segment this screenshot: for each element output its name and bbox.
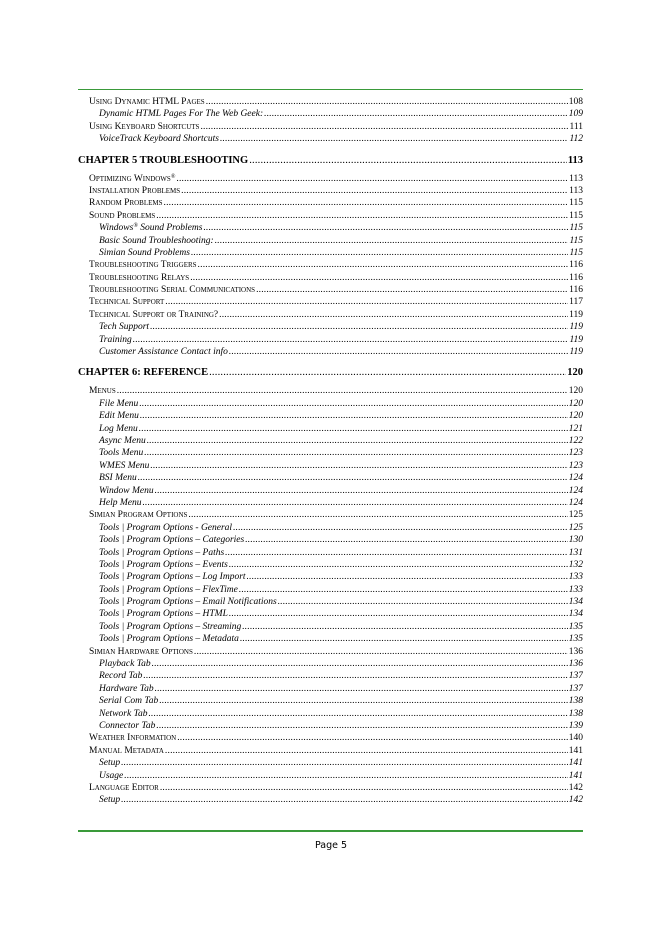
toc-page-number: 131 bbox=[568, 547, 583, 558]
toc-subsection-entry[interactable] bbox=[78, 485, 583, 497]
dot-leader bbox=[239, 584, 568, 596]
toc-page-number: 116 bbox=[569, 272, 583, 283]
toc-entry-title: Network Tab bbox=[99, 708, 148, 719]
toc-subsection-entry[interactable] bbox=[78, 534, 583, 546]
toc-entry-title: Tech Support bbox=[99, 322, 150, 333]
toc-entry-title: Usage bbox=[99, 770, 124, 781]
toc-entry-title: Tools | Program Options - General bbox=[99, 522, 233, 533]
toc-entry-title: File Menu bbox=[99, 398, 139, 409]
toc-page-number: 108 bbox=[568, 97, 583, 107]
toc-page-number: 113 bbox=[569, 185, 583, 196]
toc-subsection-entry[interactable] bbox=[78, 658, 583, 670]
toc-page-number: 115 bbox=[569, 235, 583, 246]
dot-leader bbox=[160, 782, 568, 794]
dot-leader bbox=[155, 683, 568, 695]
toc-subsection-entry[interactable] bbox=[78, 608, 583, 620]
toc-entry-title: Tools | Program Options – Email Notifications bbox=[99, 597, 277, 608]
toc-subsection-entry[interactable] bbox=[78, 720, 583, 732]
toc-entry-title: CHAPTER 6: REFERENCE bbox=[78, 367, 209, 379]
toc-page-number: 120 bbox=[568, 398, 583, 409]
toc-section-entry[interactable] bbox=[78, 646, 583, 658]
dot-leader bbox=[121, 757, 568, 769]
toc-chapter-entry[interactable] bbox=[78, 154, 583, 168]
toc-entry-title: Connector Tab bbox=[99, 720, 156, 731]
toc-page-number: 132 bbox=[568, 559, 583, 570]
toc-page-number: 120 bbox=[567, 367, 583, 379]
toc-section-entry[interactable] bbox=[78, 284, 583, 296]
toc-page-number: 113 bbox=[567, 154, 583, 166]
toc-entry-title: Async Menu bbox=[99, 435, 146, 446]
toc-subsection-entry[interactable] bbox=[78, 571, 583, 583]
toc-page-number: 130 bbox=[568, 535, 583, 546]
toc-entry-title: Installation Problems bbox=[89, 185, 181, 196]
toc-subsection-entry[interactable] bbox=[78, 235, 583, 247]
toc-entry-title: Manual Metadata bbox=[89, 745, 164, 756]
toc-section-entry[interactable] bbox=[78, 185, 583, 197]
toc-section-entry[interactable] bbox=[78, 782, 583, 794]
dot-leader bbox=[140, 410, 568, 422]
toc-page-number: 133 bbox=[568, 572, 583, 583]
toc-subsection-entry[interactable] bbox=[78, 435, 583, 447]
dot-leader bbox=[165, 745, 568, 757]
dot-leader bbox=[191, 247, 569, 259]
toc-subsection-entry[interactable] bbox=[78, 247, 583, 259]
toc-page-number: 109 bbox=[568, 109, 583, 120]
toc-page-number: 115 bbox=[569, 223, 583, 234]
dot-leader bbox=[229, 608, 568, 620]
toc-subsection-entry[interactable] bbox=[78, 559, 583, 571]
toc-subsection-entry[interactable] bbox=[78, 321, 583, 333]
toc-entry-title: Training bbox=[99, 334, 132, 345]
toc-subsection-entry[interactable] bbox=[78, 108, 583, 120]
toc-page-number: 134 bbox=[568, 609, 583, 620]
toc-page-number: 116 bbox=[569, 285, 583, 296]
toc-entry-title: Record Tab bbox=[99, 671, 143, 682]
dot-leader bbox=[229, 346, 569, 358]
dot-leader bbox=[220, 133, 568, 145]
dot-leader bbox=[198, 259, 569, 271]
toc-subsection-entry[interactable] bbox=[78, 133, 583, 145]
toc-entry-title: Help Menu bbox=[99, 497, 142, 508]
toc-page-number: 119 bbox=[569, 334, 583, 345]
toc-entry-title: VoiceTrack Keyboard Shortcuts bbox=[99, 134, 219, 145]
dot-leader bbox=[150, 321, 568, 333]
dot-leader bbox=[148, 708, 567, 720]
dot-leader bbox=[209, 366, 566, 380]
toc-page-number: 112 bbox=[569, 134, 583, 145]
table-of-contents bbox=[78, 96, 583, 807]
dot-leader bbox=[164, 197, 569, 209]
toc-entry-title: Simian Sound Problems bbox=[99, 247, 190, 258]
dot-leader bbox=[264, 108, 568, 120]
dot-leader bbox=[139, 398, 567, 410]
dot-leader bbox=[147, 435, 568, 447]
dot-leader bbox=[176, 173, 568, 185]
toc-entry-title: Window Menu bbox=[99, 485, 154, 496]
toc-page-number: 113 bbox=[569, 173, 583, 184]
toc-entry-title: Tools | Program Options – Paths bbox=[99, 547, 225, 558]
toc-entry-title: Troubleshooting Relays bbox=[89, 272, 190, 283]
toc-subsection-entry[interactable] bbox=[78, 633, 583, 645]
toc-page-number: 115 bbox=[569, 210, 583, 221]
dot-leader bbox=[229, 559, 568, 571]
toc-page-number: 142 bbox=[568, 795, 583, 806]
toc-subsection-entry[interactable] bbox=[78, 794, 583, 806]
toc-page-number: 136 bbox=[568, 646, 583, 657]
dot-leader bbox=[190, 272, 568, 284]
dot-leader bbox=[165, 296, 568, 308]
dot-leader bbox=[124, 770, 567, 782]
toc-subsection-entry[interactable] bbox=[78, 708, 583, 720]
toc-entry-title: Menus bbox=[89, 386, 116, 397]
toc-subsection-entry[interactable] bbox=[78, 497, 583, 509]
toc-page-number: 133 bbox=[568, 584, 583, 595]
toc-subsection-entry[interactable] bbox=[78, 547, 583, 559]
toc-entry-title: Setup bbox=[99, 758, 121, 769]
toc-subsection-entry[interactable] bbox=[78, 472, 583, 484]
dot-leader bbox=[156, 210, 568, 222]
toc-page-number: 138 bbox=[568, 696, 583, 707]
toc-page-number: 124 bbox=[568, 497, 583, 508]
toc-entry-title: Troubleshooting Serial Communications bbox=[89, 285, 256, 296]
toc-page-number: 111 bbox=[569, 121, 583, 132]
toc-section-entry[interactable] bbox=[78, 385, 583, 397]
toc-page-number: 115 bbox=[569, 247, 583, 258]
dot-leader bbox=[159, 695, 567, 707]
toc-page-number: 122 bbox=[568, 435, 583, 446]
toc-entry-title: Tools | Program Options – HTML bbox=[99, 609, 228, 620]
page-number: Page 5 bbox=[314, 840, 348, 851]
dot-leader bbox=[278, 596, 568, 608]
toc-section-entry[interactable] bbox=[78, 732, 583, 744]
toc-entry-title: Random Problems bbox=[89, 198, 163, 209]
toc-entry-title: Troubleshooting Triggers bbox=[89, 260, 197, 271]
toc-subsection-entry[interactable] bbox=[78, 757, 583, 769]
toc-subsection-entry[interactable] bbox=[78, 621, 583, 633]
dot-leader bbox=[117, 385, 568, 397]
toc-entry-title: Simian Hardware Options bbox=[89, 646, 193, 657]
dot-leader bbox=[152, 658, 568, 670]
toc-entry-title: Customer Assistance Contact info bbox=[99, 347, 228, 358]
dot-leader bbox=[138, 472, 568, 484]
toc-entry-title: Simian Program Options bbox=[89, 510, 188, 521]
toc-subsection-entry[interactable] bbox=[78, 596, 583, 608]
dot-leader bbox=[194, 646, 568, 658]
toc-subsection-entry[interactable] bbox=[78, 670, 583, 682]
toc-entry-title: Dynamic HTML Pages For The Web Geek: bbox=[99, 109, 264, 120]
toc-entry-title: Setup bbox=[99, 795, 121, 806]
toc-entry-title: Technical Support or Training? bbox=[89, 309, 219, 320]
toc-entry-title: Language Editor bbox=[89, 782, 159, 793]
dot-leader bbox=[256, 284, 568, 296]
toc-subsection-entry[interactable] bbox=[78, 460, 583, 472]
dot-leader bbox=[242, 621, 568, 633]
toc-page-number: 124 bbox=[568, 473, 583, 484]
toc-subsection-entry[interactable] bbox=[78, 522, 583, 534]
toc-page-number: 136 bbox=[568, 659, 583, 670]
toc-page-number: 141 bbox=[568, 758, 583, 769]
dot-leader bbox=[156, 720, 567, 732]
toc-page-number: 119 bbox=[569, 322, 583, 333]
toc-subsection-entry[interactable] bbox=[78, 770, 583, 782]
toc-page-number: 116 bbox=[569, 260, 583, 271]
toc-entry-title: Tools | Program Options – Events bbox=[99, 559, 228, 570]
dot-leader bbox=[188, 509, 567, 521]
toc-page-number: 141 bbox=[568, 745, 583, 756]
toc-entry-title: Edit Menu bbox=[99, 411, 139, 422]
toc-subsection-entry[interactable] bbox=[78, 447, 583, 459]
dot-leader bbox=[245, 534, 568, 546]
toc-section-entry[interactable] bbox=[78, 96, 583, 108]
dot-leader bbox=[143, 670, 567, 682]
toc-section-entry[interactable] bbox=[78, 173, 583, 185]
toc-section-entry[interactable] bbox=[78, 197, 583, 209]
toc-entry-title: Tools | Program Options – Categories bbox=[99, 535, 245, 546]
toc-page-number: 138 bbox=[568, 708, 583, 719]
dot-leader bbox=[206, 96, 568, 108]
toc-page-number: 115 bbox=[569, 198, 583, 209]
toc-section-entry[interactable] bbox=[78, 296, 583, 308]
toc-page-number: 120 bbox=[568, 411, 583, 422]
footer-rule bbox=[78, 830, 583, 832]
toc-entry-title: Tools | Program Options – FlexTime bbox=[99, 584, 238, 595]
dot-leader bbox=[249, 154, 567, 168]
toc-subsection-entry[interactable] bbox=[78, 410, 583, 422]
dot-leader bbox=[203, 222, 568, 234]
toc-subsection-entry[interactable] bbox=[78, 398, 583, 410]
toc-section-entry[interactable] bbox=[78, 259, 583, 271]
toc-entry-title: BSI Menu bbox=[99, 473, 137, 484]
toc-entry-title: Tools Menu bbox=[99, 448, 144, 459]
toc-page-number: 121 bbox=[568, 423, 583, 434]
toc-entry-title: Tools | Program Options – Streaming bbox=[99, 621, 242, 632]
dot-leader bbox=[215, 235, 569, 247]
dot-leader bbox=[200, 121, 568, 133]
toc-subsection-entry[interactable] bbox=[78, 334, 583, 346]
dot-leader bbox=[133, 334, 569, 346]
toc-page-number: 119 bbox=[569, 347, 583, 358]
dot-leader bbox=[121, 794, 568, 806]
toc-entry-title: Using Dynamic HTML Pages bbox=[89, 97, 205, 107]
dot-leader bbox=[177, 732, 568, 744]
toc-page-number: 139 bbox=[568, 720, 583, 731]
toc-entry-title: Weather Information bbox=[89, 733, 177, 744]
toc-entry-title: Tools | Program Options – Metadata bbox=[99, 634, 239, 645]
toc-page-number: 117 bbox=[569, 297, 583, 308]
toc-entry-title: Playback Tab bbox=[99, 659, 151, 670]
toc-entry-title: Windows® Sound Problems bbox=[99, 223, 203, 234]
toc-subsection-entry[interactable] bbox=[78, 346, 583, 358]
toc-page-number: 141 bbox=[568, 770, 583, 781]
toc-subsection-entry[interactable] bbox=[78, 222, 583, 234]
toc-page-number: 134 bbox=[568, 597, 583, 608]
toc-page-number: 123 bbox=[568, 460, 583, 471]
toc-section-entry[interactable] bbox=[78, 272, 583, 284]
toc-entry-title: Serial Com Tab bbox=[99, 696, 159, 707]
toc-subsection-entry[interactable] bbox=[78, 695, 583, 707]
dot-leader bbox=[219, 309, 568, 321]
dot-leader bbox=[240, 633, 568, 645]
dot-leader bbox=[225, 547, 568, 559]
dot-leader bbox=[144, 447, 567, 459]
toc-page-number: 137 bbox=[568, 671, 583, 682]
toc-entry-title: CHAPTER 5 TROUBLESHOOTING bbox=[78, 154, 249, 166]
toc-entry-title: Hardware Tab bbox=[99, 683, 154, 694]
toc-page-number: 120 bbox=[568, 386, 583, 397]
toc-page-number: 125 bbox=[568, 522, 583, 533]
toc-page-number: 119 bbox=[569, 309, 583, 320]
toc-section-entry[interactable] bbox=[78, 309, 583, 321]
toc-page-number: 140 bbox=[568, 733, 583, 744]
toc-section-entry[interactable] bbox=[78, 745, 583, 757]
toc-subsection-entry[interactable] bbox=[78, 423, 583, 435]
toc-entry-title: Optimizing Windows® bbox=[89, 173, 176, 184]
dot-leader bbox=[150, 460, 567, 472]
dot-leader bbox=[139, 423, 568, 435]
toc-page-number: 125 bbox=[568, 510, 583, 521]
dot-leader bbox=[142, 497, 567, 509]
toc-subsection-entry[interactable] bbox=[78, 584, 583, 596]
dot-leader bbox=[181, 185, 568, 197]
dot-leader bbox=[155, 485, 568, 497]
toc-subsection-entry[interactable] bbox=[78, 683, 583, 695]
toc-page-number: 137 bbox=[568, 683, 583, 694]
toc-entry-title: Technical Support bbox=[89, 297, 165, 308]
toc-section-entry[interactable] bbox=[78, 210, 583, 222]
toc-entry-title: Basic Sound Troubleshooting: bbox=[99, 235, 214, 246]
toc-page-number: 123 bbox=[568, 448, 583, 459]
toc-entry-title: Log Menu bbox=[99, 423, 138, 434]
toc-page-number: 135 bbox=[568, 634, 583, 645]
toc-page-number: 124 bbox=[568, 485, 583, 496]
toc-page-number: 135 bbox=[568, 621, 583, 632]
header-rule bbox=[78, 89, 583, 90]
dot-leader bbox=[247, 571, 568, 583]
dot-leader bbox=[233, 522, 568, 534]
toc-section-entry[interactable] bbox=[78, 509, 583, 521]
toc-page-number: 142 bbox=[568, 782, 583, 793]
toc-section-entry[interactable] bbox=[78, 121, 583, 133]
toc-chapter-entry[interactable] bbox=[78, 366, 583, 380]
toc-entry-title: Tools | Program Options – Log Import bbox=[99, 572, 246, 583]
toc-entry-title: Sound Problems bbox=[89, 210, 156, 221]
toc-entry-title: Using Keyboard Shortcuts bbox=[89, 121, 200, 132]
toc-entry-title: WMES Menu bbox=[99, 460, 150, 471]
